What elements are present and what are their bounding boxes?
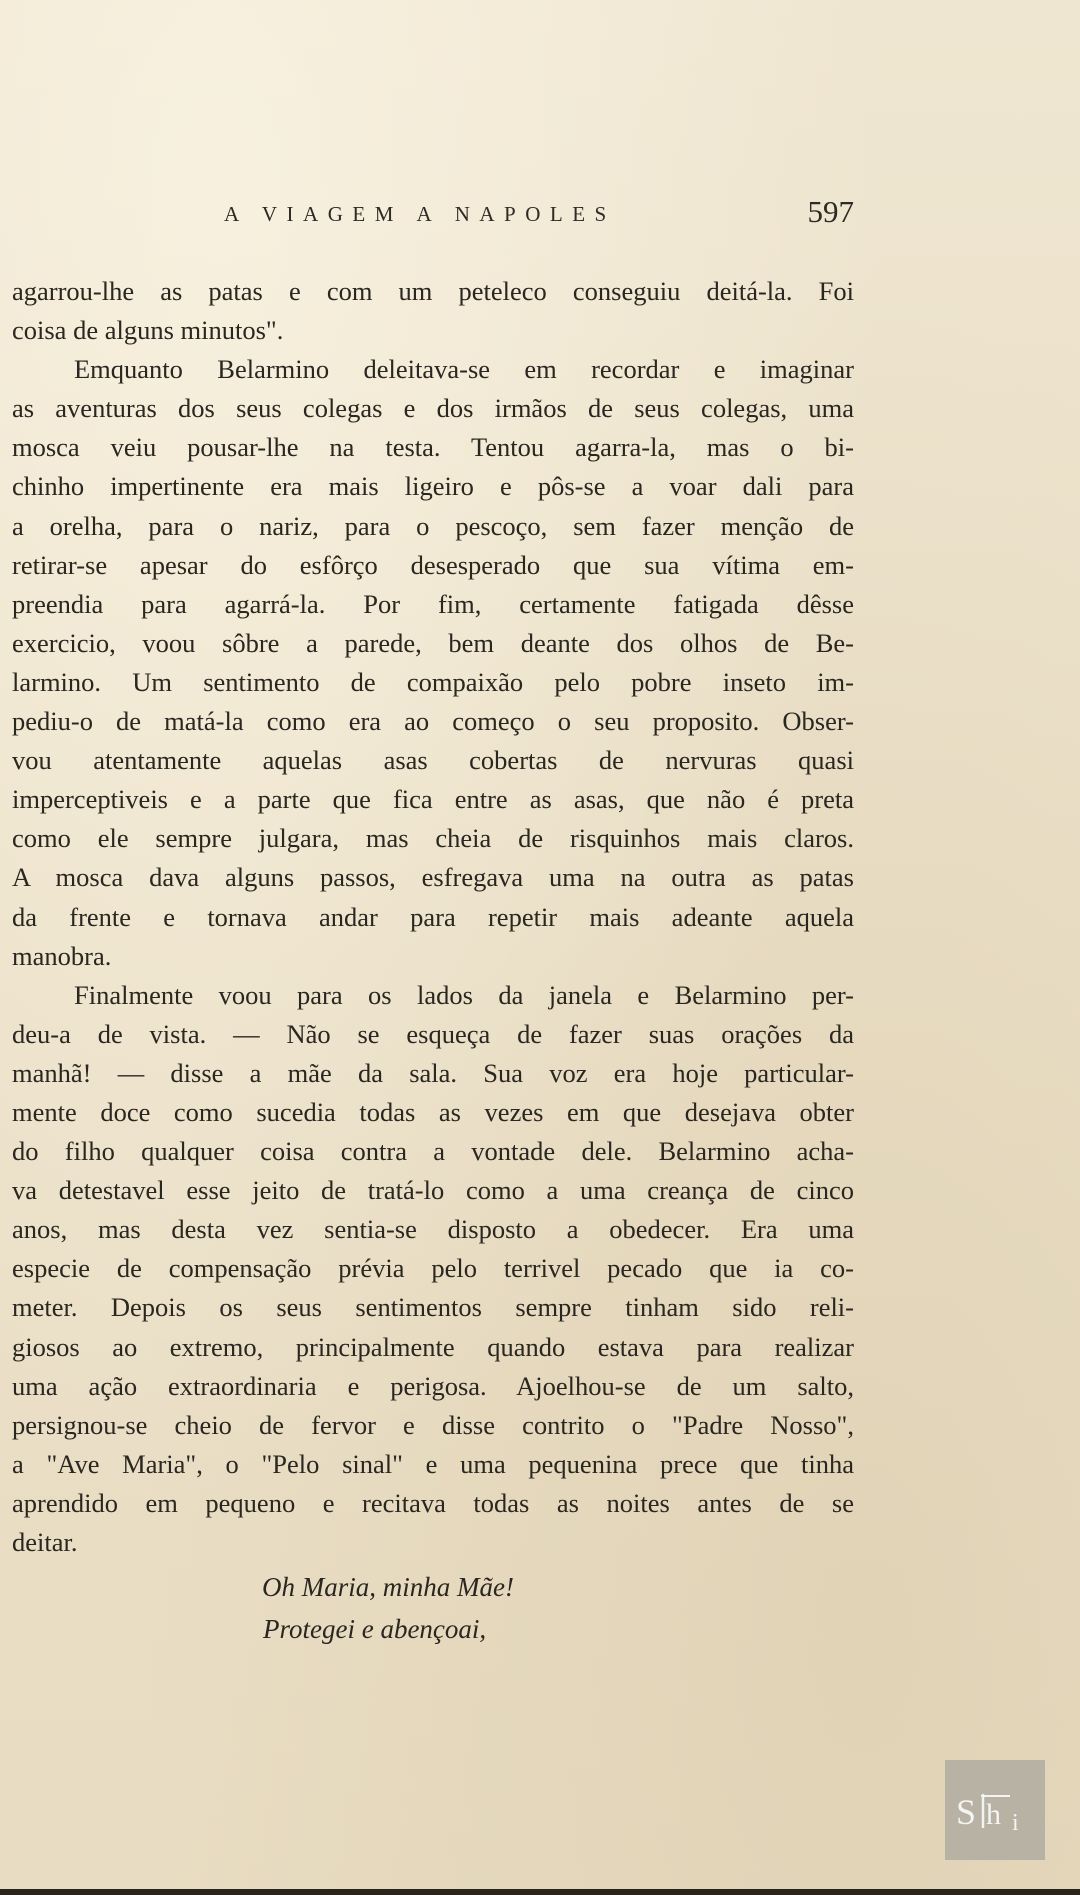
text-line: retirar-se apesar do esfôrço desesperado que sua vítima em- [12,549,854,580]
text-line: as aventuras dos seus colegas e dos irmãos de seus colegas, uma [12,393,854,424]
text-line: deu-a de vista. — Não se esqueça de fazer suas orações da [12,1018,854,1049]
svg-text:h: h [986,1798,1001,1831]
text-line: uma ação extraordinaria e perigosa. Ajoelhou-se de um salto, [12,1370,854,1401]
text-line: como ele sempre julgara, mas cheia de risquinhos mais claros. [12,823,854,854]
text-line: meter. Depois os seus sentimentos sempre tinham sido reli- [12,1292,854,1323]
text-line: larmino. Um sentimento de compaixão pelo pobre inseto im- [12,666,854,697]
library-logo-mark [950,1780,1040,1840]
running-title: A VIAGEM A NAPOLES [224,202,616,226]
prayer-verse [262,1566,514,1650]
verse-line: Protegei e abençoai, [263,1614,487,1644]
text-line: exercicio, voou sôbre a parede, bem deante dos olhos de Be- [12,627,854,658]
text-line: preendia para agarrá-la. Por fim, certamente fatigada dêsse [12,588,854,619]
text-line: anos, mas desta vez sentia-se disposto a obedecer. Era uma [12,1214,854,1245]
text-line: Finalmente voou para os lados da janela e Belarmino per- [74,979,854,1010]
text-line: va detestavel esse jeito de tratá-lo como a uma creança de cinco [12,1175,854,1206]
text-line: deitar. [12,1527,78,1557]
text-line: a orelha, para o nariz, para o pescoço, sem fazer menção de [12,510,854,541]
svg-text:i: i [1012,1810,1019,1836]
text-line: da frente e tornava andar para repetir mais adeante aquela [12,901,854,932]
text-line: vou atentamente aquelas asas cobertas de nervuras quasi [12,745,854,776]
svg-text:S: S [956,1792,977,1832]
running-header [224,196,854,242]
text-line: Emquanto Belarmino deleitava-se em recordar e imaginar [74,354,854,385]
text-line: giosos ao extremo, principalmente quando estava para realizar [12,1331,854,1362]
text-line: persignou-se cheio de fervor e disse contrito o "Padre Nosso", [12,1409,854,1440]
text-line: manobra. [12,940,112,971]
text-line: do filho qualquer coisa contra a vontade dele. Belarmino acha- [12,1136,854,1167]
verse-line: Oh Maria, minha Mãe! [262,1572,514,1602]
text-line: pediu-o de matá-la como era ao começo o seu proposito. Obser- [12,706,854,737]
text-line: A mosca dava alguns passos, esfregava uma na outra as patas [12,862,854,893]
text-line: especie de compensação prévia pelo terrivel pecado que ia co- [12,1253,854,1284]
text-line: agarrou-lhe as patas e com um peteleco conseguiu deitá-la. Foi [12,276,854,306]
text-line: aprendido em pequeno e recitava todas as noites antes de se [12,1487,854,1518]
text-line: mente doce como sucedia todas as vezes em que desejava obter [12,1096,854,1127]
text-line: coisa de alguns minutos". [12,315,284,346]
text-line: imperceptiveis e a parte que fica entre as asas, que não é preta [12,784,854,815]
page-bottom-edge [0,1889,1080,1895]
page-number: 597 [807,194,854,229]
library-logo-icon [945,1760,1045,1860]
text-line: mosca veiu pousar-lhe na testa. Tentou agarra-la, mas o bi- [12,432,854,463]
text-line: chinho impertinente era mais ligeiro e pôs-se a voar dali para [12,471,854,502]
body-text [12,272,854,1562]
text-line: a "Ave Maria", o "Pelo sinal" e uma pequenina prece que tinha [12,1448,854,1479]
text-line: manhã! — disse a mãe da sala. Sua voz era hoje particular- [12,1057,854,1088]
